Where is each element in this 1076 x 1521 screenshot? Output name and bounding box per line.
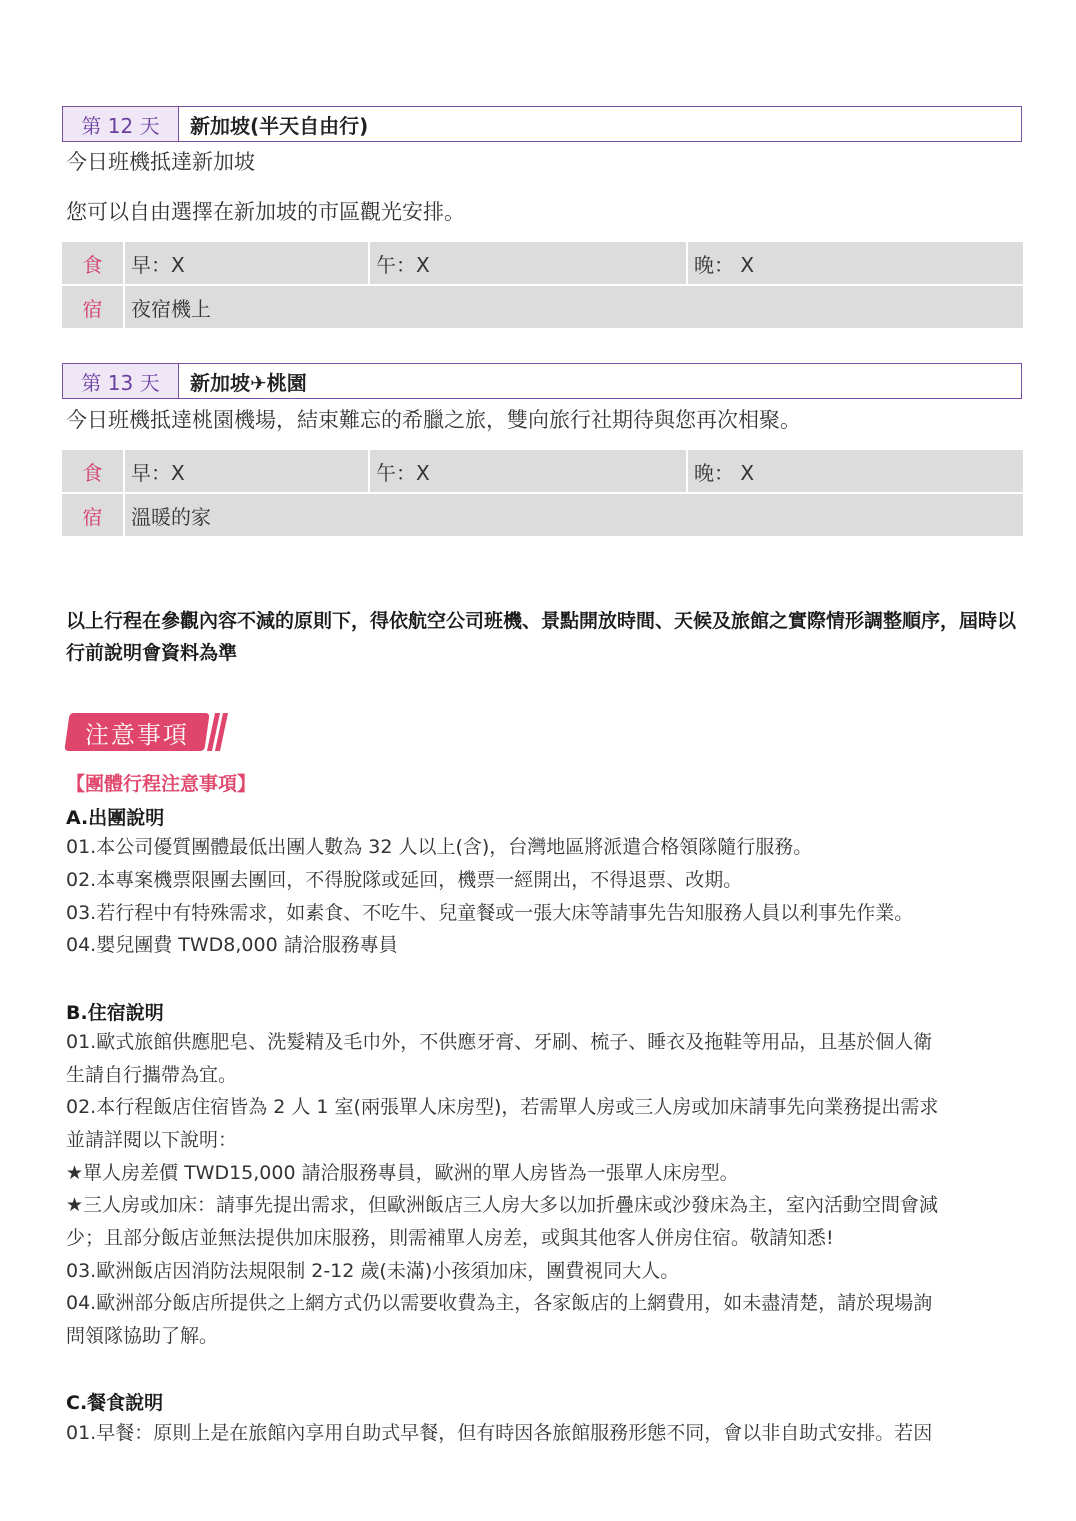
day13-label: 第 13 天 — [63, 364, 179, 398]
meal-icon: 食 — [62, 450, 123, 492]
day12-title: 新加坡(半天自由行) — [190, 113, 369, 138]
lunch: 午：X — [370, 242, 686, 284]
section-b-title: B.住宿說明 — [66, 1002, 164, 1024]
day12-desc2: 您可以自由選擇在新加坡的市區觀光安排。 — [66, 200, 465, 224]
section-b-line: 並請詳閱以下說明： — [66, 1129, 238, 1151]
section-a-line: 01.本公司優質團體最低出團人數為 32 人以上(含)，台灣地區將派遣合格領隊隨行服務。 — [66, 836, 813, 858]
section-b-line: 03.歐洲飯店因消防法規限制 2-12 歲(未滿)小孩須加床，團費視同大人。 — [66, 1260, 680, 1282]
day13-stay-row — [62, 494, 1023, 536]
section-c-line: 01.早餐：原則上是在旅館內享用自助式早餐，但有時因各旅館服務形態不同，會以非自助式安排。若因 — [66, 1422, 933, 1444]
section-a-line: 02.本專案機票限團去團回，不得脫隊或延回，機票一經開出，不得退票、改期。 — [66, 869, 743, 891]
day13-meal-row — [62, 450, 1023, 492]
stay: 溫暖的家 — [125, 494, 1023, 536]
day13-header — [62, 363, 1022, 399]
day12-header — [62, 106, 1022, 142]
group-heading: 【團體行程注意事項】 — [66, 773, 257, 795]
day12-meal-row — [62, 242, 1023, 284]
section-c-title: C.餐食說明 — [66, 1392, 164, 1414]
dinner: 晚： X — [688, 450, 1023, 492]
meal-icon: 食 — [62, 242, 123, 284]
lunch: 午：X — [370, 450, 686, 492]
stay-icon: 宿 — [62, 286, 123, 328]
section-b-line: 04.歐洲部分飯店所提供之上網方式仍以需要收費為主，各家飯店的上網費用，如未盡清楚，請於現場詢 — [66, 1292, 933, 1314]
itinerary-notice: 以上行程在參觀內容不減的原則下，得依航空公司班機、景點開放時間、天候及旅館之實際情形調整順序，屆時以行前說明會資料為準 — [66, 610, 1017, 664]
section-b-line: 問領隊協助了解。 — [66, 1325, 219, 1347]
stay-icon: 宿 — [62, 494, 123, 536]
section-b-line: 少；且部分飯店並無法提供加床服務，則需補單人房差，或與其他客人併房住宿。敬請知悉! — [66, 1227, 834, 1249]
section-b-line: 生請自行攜帶為宜。 — [66, 1064, 238, 1086]
day13-title: 新加坡✈桃園 — [190, 370, 307, 395]
day12-label: 第 12 天 — [63, 107, 179, 141]
section-b-line: ★單人房差價 TWD15,000 請洽服務專員，歐洲的單人房皆為一張單人床房型。 — [66, 1162, 739, 1184]
notice-badge-label: 注意事項 — [85, 720, 189, 749]
section-b-line: 02.本行程飯店住宿皆為 2 人 1 室(兩張單人床房型)，若需單人房或三人房或加床請事先向業務提出需求 — [66, 1096, 939, 1118]
section-a-line: 03.若行程中有特殊需求，如素食、不吃牛、兒童餐或一張大床等請事先告知服務人員以利事先作業。 — [66, 902, 914, 924]
notice-badge — [64, 713, 209, 751]
day12-desc1: 今日班機抵達新加坡 — [66, 150, 255, 174]
day13-desc1: 今日班機抵達桃園機場，結束難忘的希臘之旅，雙向旅行社期待與您再次相聚。 — [66, 408, 801, 432]
section-a-line: 04.嬰兒團費 TWD8,000 請洽服務專員 — [66, 934, 398, 956]
stay: 夜宿機上 — [125, 286, 1023, 328]
dinner: 晚： X — [688, 242, 1023, 284]
section-a-title: A.出團說明 — [66, 807, 165, 829]
breakfast: 早：X — [125, 242, 368, 284]
section-b-line: ★三人房或加床：請事先提出需求，但歐洲飯店三人房大多以加折疊床或沙發床為主，室內活動空間會減 — [66, 1194, 939, 1216]
day12-stay-row — [62, 286, 1023, 328]
breakfast: 早：X — [125, 450, 368, 492]
section-b-line: 01.歐式旅館供應肥皂、洗髮精及毛巾外，不供應牙膏、牙刷、梳子、睡衣及拖鞋等用品，且基於個人衛 — [66, 1031, 933, 1053]
